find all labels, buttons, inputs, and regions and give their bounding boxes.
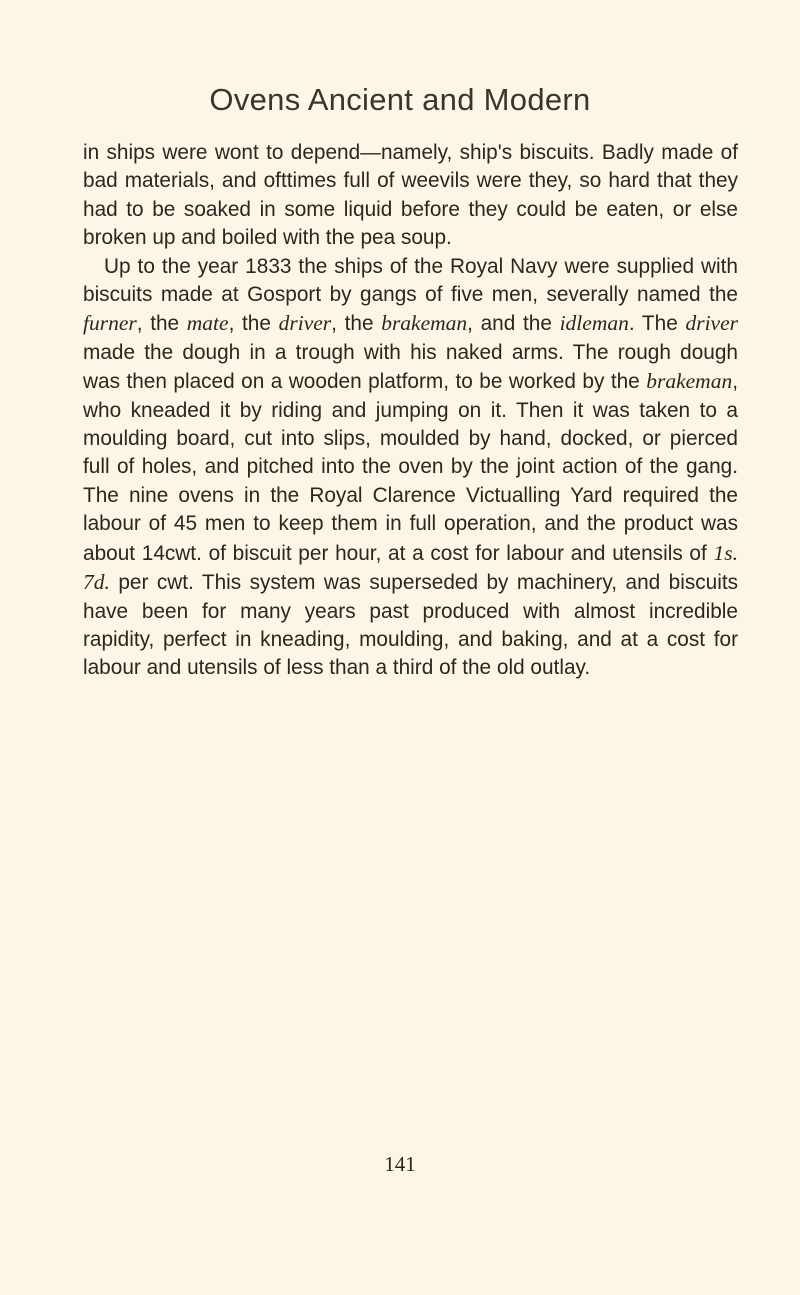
italic-term-idleman: idleman (559, 311, 629, 336)
text-run: , the (136, 312, 187, 336)
text-run: , who kneaded it by riding and jumping on it. Then it was taken to a moulding board, cut into slips, moulded by hand, docked, or pierced full of holes, and pitched into the oven by the joint action of the gang. The nine ovens in the Royal Clarence Victualling Yard required the labour of 45 men to keep them in full operation, and the product was about 14cwt. of biscuit per hour, at a cost for labour and utensils of (83, 370, 738, 565)
text-run: , the (228, 312, 279, 336)
text-run: , and the (467, 312, 560, 336)
text-run: . The (628, 312, 686, 336)
italic-term-furner: furner (83, 311, 137, 336)
page-number: 141 (384, 1152, 416, 1176)
italic-term-brakeman: brakeman (646, 369, 733, 394)
italic-term-mate: mate (186, 311, 229, 336)
text-run: per cwt. This system was superseded by machinery, and biscuits have been for many years past produced with almost incredible rapidity, perfect in kneading, moulding, and baking, and at a cost for labour and utensils of less than a third of the old outlay. (83, 571, 738, 680)
body-text (83, 139, 738, 683)
paragraph-2 (83, 253, 738, 683)
text-run: made the dough in a trough with his naked arms. The rough dough was then placed on a wooden platform, to be worked by the (83, 340, 738, 394)
italic-currency: 1s. 7d. (83, 540, 738, 595)
italic-term-driver: driver (685, 311, 738, 336)
paragraph-1: in ships were wont to depend—namely, ship's biscuits. Badly made of bad materials, and ofttimes full of weevils were they, so hard that they had to be soaked in some liquid before they could be eaten, or else broken up and boiled with the pea soup. (83, 141, 738, 250)
running-header: Ovens Ancient and Modern (209, 82, 591, 117)
italic-term-brakeman: brakeman (381, 311, 468, 336)
text-run: , the (331, 312, 382, 336)
text-run: Up to the year 1833 the ships of the Royal Navy were supplied with biscuits made at Gosport by gangs of five men, severally named the (83, 254, 738, 307)
italic-term-driver: driver (278, 311, 332, 336)
